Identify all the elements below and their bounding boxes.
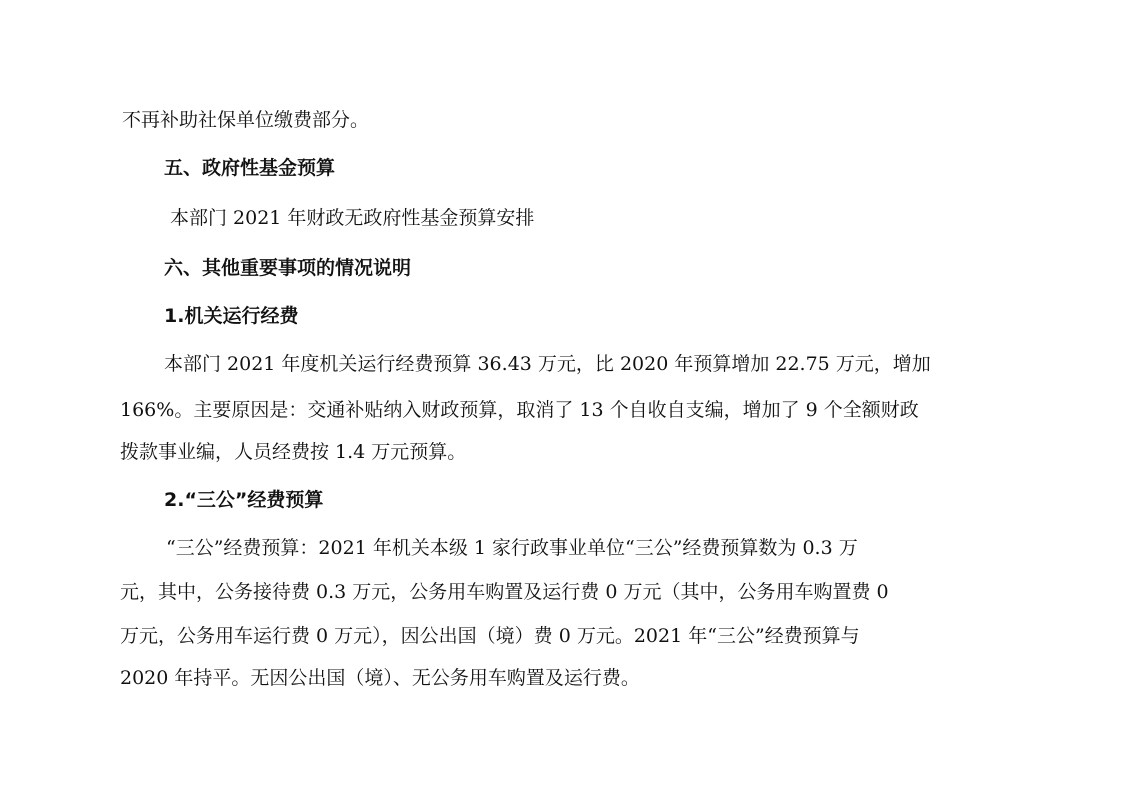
paragraph-operating-expenses-line-1: 本部门 2021 年度机关运行经费预算 36.43 万元，比 2020 年预算增加 22.75 万元，增加 xyxy=(164,353,931,375)
paragraph-operating-expenses-line-2: 166%。主要原因是：交通补贴纳入财政预算，取消了 13 个自收自支编，增加了 9 个全额财政 xyxy=(120,399,919,421)
paragraph-three-public-line-2: 元，其中，公务接待费 0.3 万元，公务用车购置及运行费 0 万元（其中，公务用车购置费 0 xyxy=(120,581,889,603)
subsection-heading-operating-expenses: 1.机关运行经费 xyxy=(164,305,299,327)
paragraph-operating-expenses-line-3: 拨款事业编，人员经费按 1.4 万元预算。 xyxy=(120,441,467,463)
paragraph-three-public-line-3: 万元，公务用车运行费 0 万元），因公出国（境）费 0 万元。2021 年“三公”经费预算与 xyxy=(120,625,860,647)
section-heading-other-matters: 六、其他重要事项的情况说明 xyxy=(164,257,412,279)
paragraph-three-public-line-4: 2020 年持平。无因公出国（境）、无公务用车购置及运行费。 xyxy=(120,667,640,689)
paragraph-intro-tail: 不再补助社保单位缴费部分。 xyxy=(122,109,370,131)
subsection-heading-three-public: 2.“三公”经费预算 xyxy=(164,489,324,511)
paragraph-three-public-line-1: “三公”经费预算：2021 年机关本级 1 家行政事业单位“三公”经费预算数为 0.3 万 xyxy=(166,537,858,559)
section-heading-government-fund: 五、政府性基金预算 xyxy=(164,157,336,179)
paragraph-government-fund: 本部门 2021 年财政无政府性基金预算安排 xyxy=(170,207,535,229)
